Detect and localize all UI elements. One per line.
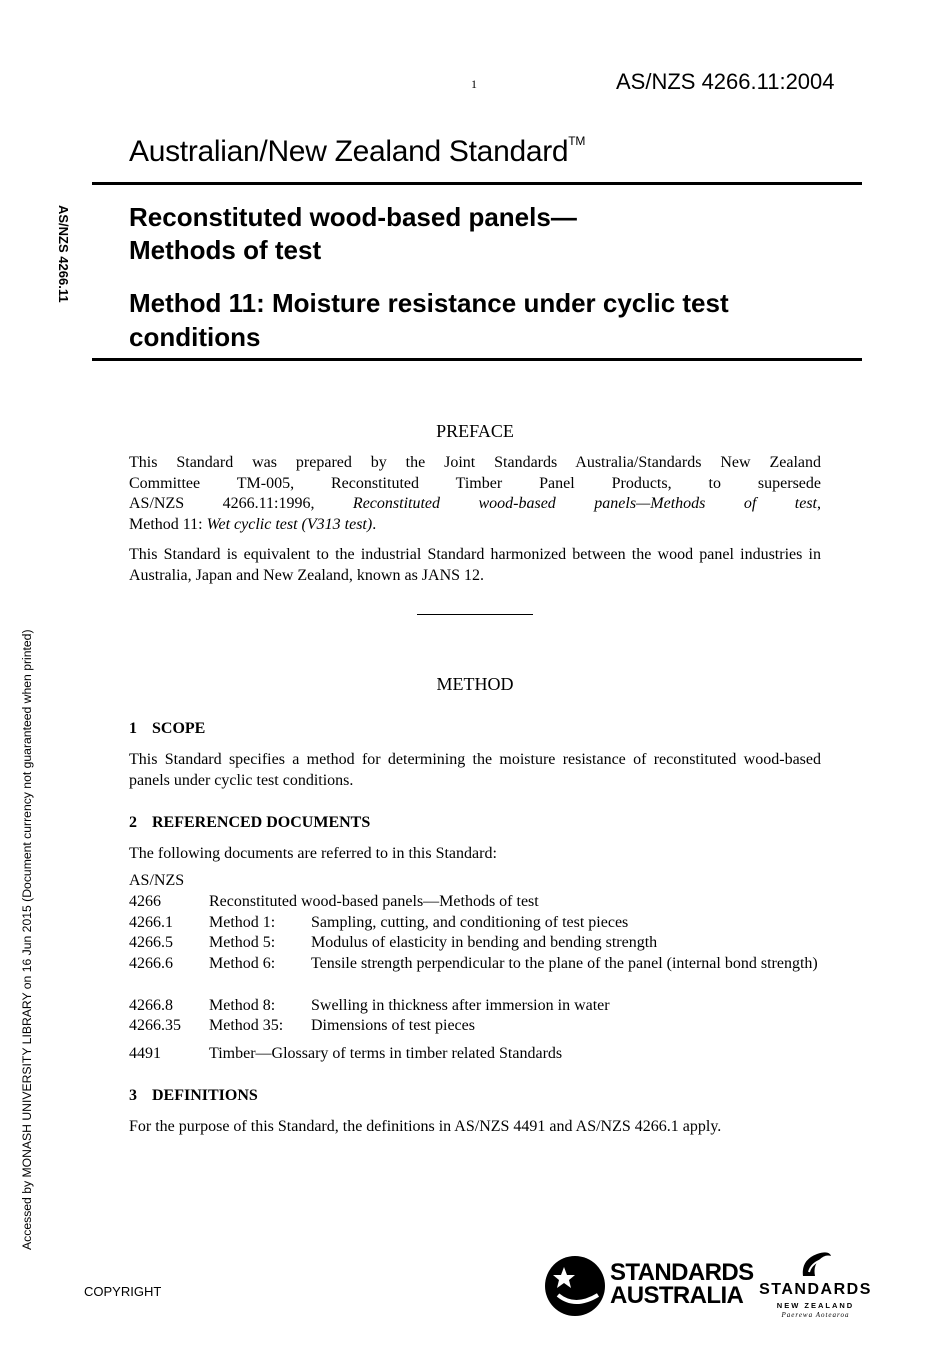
line-3-punct: ,	[817, 495, 821, 513]
method-heading: METHOD	[436, 674, 514, 694]
reference-title: Tensile strength perpendicular to the plane of the panel (internal bond strength)	[311, 955, 818, 972]
section-1-heading	[129, 720, 205, 738]
reference-group-text: AS/NZS	[129, 872, 185, 889]
reference-code: 4266.6	[129, 955, 173, 972]
section-1-text: This Standard specifies a method for determining the moisture resistance of reconstituted wood-based panels under cyclic test conditions.	[129, 751, 821, 789]
standards-nz-maori-name: Paerewa Aotearoa	[781, 1311, 850, 1319]
access-watermark	[8, 598, 38, 1250]
standards-australia-emblem-icon	[544, 1255, 606, 1317]
preface-p1-line-3	[129, 494, 821, 515]
reference-method: Method 1:	[209, 914, 276, 931]
line-4-punct: .	[372, 515, 377, 533]
section-2-text: The following documents are referred to in this Standard:	[129, 845, 497, 862]
superseded-title: Reconstituted wood-based panels—Methods of test	[352, 495, 817, 513]
subtitle-line-2: Methods of test	[129, 235, 322, 265]
sa-wordmark-line-1: STANDARDS	[610, 1259, 754, 1286]
preface-paragraph-1	[129, 453, 821, 535]
reference-code: 4266.1	[129, 914, 173, 931]
reference-title: Sampling, cutting, and conditioning of test pieces	[311, 914, 629, 931]
reference-code: 4491	[129, 1045, 161, 1062]
superseded-method: Method 11:	[129, 515, 207, 533]
side-standard-code	[42, 205, 72, 335]
page-number: 1	[471, 77, 477, 91]
section-number: 2	[129, 814, 137, 831]
section-title: REFERENCED DOCUMENTS	[152, 814, 371, 831]
reference-code: 4266.8	[129, 997, 173, 1014]
reference-code: 4266.35	[129, 1017, 181, 1034]
document-subtitle	[129, 201, 577, 267]
reference-code: 4266	[129, 893, 161, 910]
document-series-title	[129, 134, 585, 169]
section-title: DEFINITIONS	[152, 1087, 258, 1104]
reference-code: 4266.5	[129, 934, 173, 951]
section-2-heading	[129, 814, 370, 832]
preface-p1-line-1: This Standard was prepared by the Joint Standards Australia/Standards New Zealand	[129, 454, 821, 471]
reference-method: Method 5:	[209, 934, 276, 951]
standards-nz-wordmark: STANDARDS	[759, 1281, 872, 1298]
reference-title: Reconstituted wood-based panels—Methods of test	[209, 893, 539, 910]
side-standard-code-text: AS/NZS 4266.11	[56, 205, 71, 303]
reference-method: Method 6:	[209, 955, 276, 972]
reference-method: Method 35:	[209, 1017, 284, 1034]
standard-code: AS/NZS 4266.11:2004	[616, 69, 835, 94]
reference-title: Timber—Glossary of terms in timber related Standards	[209, 1045, 563, 1062]
series-title-text: Australian/New Zealand Standard	[129, 135, 569, 168]
standards-australia-logo	[544, 1255, 754, 1319]
section-number: 3	[129, 1087, 137, 1104]
reference-title: Swelling in thickness after immersion in water	[311, 997, 610, 1014]
reference-title: Modulus of elasticity in bending and bending strength	[311, 934, 658, 951]
sa-wordmark-line-2: AUSTRALIA	[610, 1282, 744, 1309]
reference-method: Method 8:	[209, 997, 276, 1014]
title-rule-top	[92, 182, 862, 185]
section-title: SCOPE	[152, 720, 206, 737]
standards-australia-wordmark	[610, 1261, 754, 1307]
standards-nz-subtitle: NEW ZEALAND	[776, 1301, 855, 1310]
section-divider	[417, 614, 533, 615]
access-watermark-text: Accessed by MONASH UNIVERSITY LIBRARY on 16 Jun 2015 (Document currency not guaranteed when printed)	[20, 629, 34, 1250]
section-number: 1	[129, 720, 137, 737]
standards-nz-emblem-icon	[795, 1250, 835, 1280]
preface-p1-line-2: Committee TM-005, Reconstituted Timber Panel Products, to supersede	[129, 474, 821, 492]
standards-new-zealand-logo	[753, 1250, 878, 1322]
subtitle-line-1: Reconstituted wood-based panels—	[129, 202, 577, 232]
title-rule-bottom	[92, 358, 862, 361]
section-3-heading	[129, 1087, 258, 1105]
preface-paragraph-2: This Standard is equivalent to the industrial Standard harmonized between the wood panel industries in Australia, Japan and New Zealand, known as JANS 12.	[129, 546, 821, 584]
superseded-standard: AS/NZS 4266.11:1996,	[129, 495, 353, 513]
preface-heading: PREFACE	[436, 421, 514, 441]
trademark-mark: TM	[568, 134, 586, 148]
section-3-text: For the purpose of this Standard, the definitions in AS/NZS 4491 and AS/NZS 4266.1 apply.	[129, 1118, 722, 1135]
preface-p1-line-4	[129, 515, 821, 536]
reference-title: Dimensions of test pieces	[311, 1017, 475, 1034]
method-title: Method 11: Moisture resistance under cyclic test conditions	[129, 288, 729, 352]
superseded-method-title: Wet cyclic test (V313 test)	[206, 515, 373, 533]
copyright-notice: COPYRIGHT	[84, 1284, 162, 1299]
